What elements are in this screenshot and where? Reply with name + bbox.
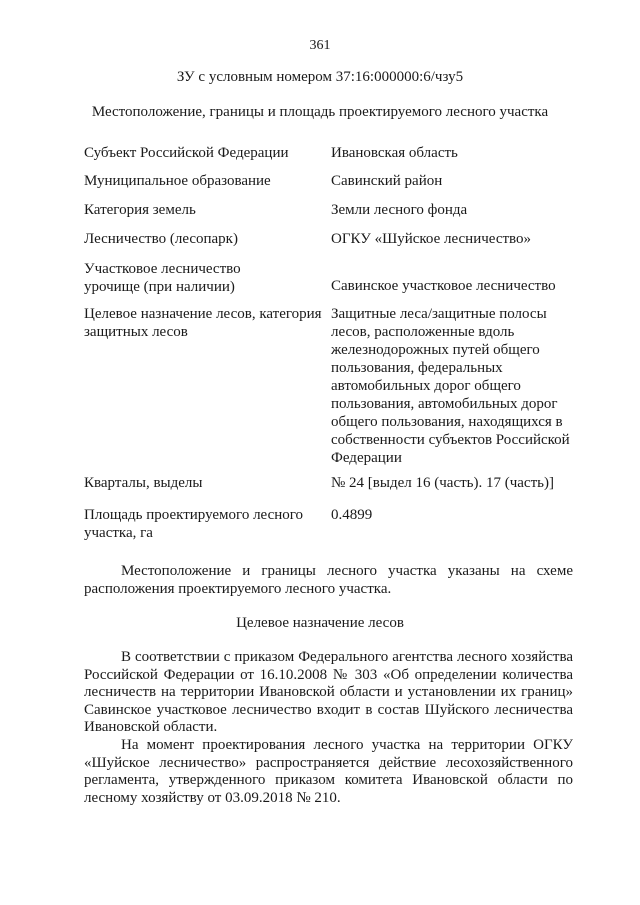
row-municipality-label: Муниципальное образование	[84, 173, 271, 189]
purpose-title: Целевое назначение лесов	[236, 615, 404, 631]
row-land-category-label: Категория земель	[84, 202, 196, 218]
paragraph-order: В соответствии с приказом Федерального агентства лесного хозяйства Российской Федерации от 16.10.2008 № 303 «Об определении количества лесничеств на территории Ивановской области и установлении их границ» Савинское участковое лесничество входит в состав Шуйского лесничества Ивановской области.	[84, 649, 573, 735]
row-forestry-label: Лесничество (лесопарк)	[84, 231, 238, 247]
row-purpose-label: Целевое назначение лесов, категория защитных лесов	[84, 306, 322, 340]
row-municipality-value: Савинский район	[331, 173, 443, 189]
row-district-value: Савинское участковое лесничество	[331, 278, 556, 294]
row-forestry-value: ОГКУ «Шуйское лесничество»	[331, 231, 532, 247]
row-purpose-value: Защитные леса/защитные полосы лесов, расположенные вдоль железнодорожных путей общего пользования, федеральных автомобильных дорог общего пользования, автомобильных дорог общего пользования, находящихся в собственности субъектов Российской Федерации	[331, 306, 570, 466]
row-subject-value: Ивановская область	[331, 145, 458, 161]
row-area-value: 0.4899	[331, 507, 373, 523]
row-quarters-value: № 24 [выдел 16 (часть). 17 (часть)]	[331, 475, 554, 491]
paragraph-regulation: На момент проектирования лесного участка на территории ОГКУ «Шуйское лесничество» распространяется действие лесохозяйственного регламента, утвержденного приказом комитета Ивановской области по лесному хозяйству от 03.09.2018 № 210.	[84, 737, 573, 806]
row-area-label: Площадь проектируемого лесного участка, га	[84, 507, 304, 541]
row-district-label-line1: Участковое лесничество	[84, 261, 241, 277]
row-district-label-line2: урочище (при наличии)	[84, 279, 235, 295]
row-quarters-label: Кварталы, выделы	[84, 475, 203, 491]
row-district-label	[84, 260, 314, 296]
page-number: 361	[309, 38, 331, 53]
location-note: Местоположение и границы лесного участка указаны на схеме расположения проектируемого лесного участка.	[84, 563, 573, 597]
plot-heading: ЗУ с условным номером 37:16:000000:6/чзу5	[176, 69, 464, 85]
section-title: Местоположение, границы и площадь проектируемого лесного участка	[91, 104, 549, 120]
row-land-category-value: Земли лесного фонда	[331, 202, 468, 218]
row-subject-label: Субъект Российской Федерации	[84, 145, 289, 161]
